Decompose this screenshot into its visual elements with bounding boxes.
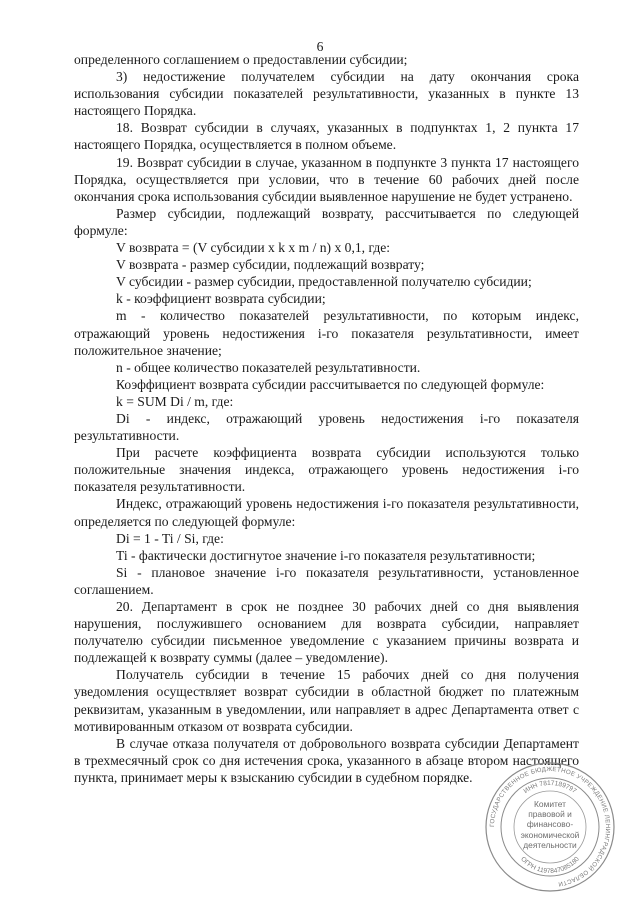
stamp-inn: ИНН 7817189797 [522,779,578,796]
paragraph: V возврата - размер субсидии, подлежащий возврату; [116,257,425,273]
stamp-line: экономической [520,829,580,840]
organization-stamp [484,761,616,893]
formula-line: Di = 1 - Ti / Si, где: [116,530,224,546]
page-number: 6 [316,39,324,54]
stamp-line: Комитет [534,799,566,809]
paragraph: Si - плановое значение i-го показателя результативности, установленное соглашением. [74,564,579,597]
paragraph: Получатель субсидии в течение 15 рабочих дней со дня получения уведомления осуществляет возврат субсидии в областной бюджет по платежным реквизитам, указанным в уведомлении, или направляет в адрес Департамента ответ с мотивированным отказом от возврата субсидии. [74,667,579,734]
paragraph: В случае отказа получателя от добровольного возврата субсидии Департамент в трехмесячный срок со дня истечения срока, указанного в абзаце втором настоящего пункта, принимает меры к взысканию субсидии в судебном порядке. [74,735,579,785]
stamp-line: финансово- [526,819,574,830]
paragraph: 19. Возврат субсидии в случае, указанном в подпункте 3 пункта 17 настоящего Порядка, осуществляется при условии, что в течение 60 рабочих дней после окончания срока использования субсидии выявленное нарушение не будет устранено. [74,154,579,204]
paragraph: Размер субсидии, подлежащий возврату, рассчитывается по следующей формуле: [74,205,579,238]
paragraph: При расчете коэффициента возврата субсидии используются только положительные значения индекса, отражающего уровень недостижения i-го показателя результативности. [74,445,579,495]
stamp-line: деятельности [523,839,577,850]
paragraph: 20. Департамент в срок не позднее 30 рабочих дней со дня выявления нарушения, послужившего основанием для возврата субсидии, направляет получателю субсидии письменное уведомление с указанием причины возврата и подлежащей к возврату суммы (далее – уведомление). [74,599,579,666]
paragraph: Индекс, отражающий уровень недостижения i-го показателя результативности, определяется по следующей формуле: [74,496,579,529]
paragraph: Ti - фактически достигнутое значение i-го показателя результативности; [116,547,536,563]
paragraph: k - коэффициент возврата субсидии; [116,291,326,307]
stamp-line: правовой и [528,809,572,820]
stamp-center-text [512,799,588,850]
formula-line: V возврата = (V субсидии x k x m / n) x 0,1, где: [116,240,391,256]
body-text [74,51,579,786]
paragraph: определенного соглашением о предоставлении субсидии; [74,52,408,67]
paragraph: Di - индекс, отражающий уровень недостижения i-го показателя результативности. [74,410,579,444]
paragraph: 3) недостижение получателем субсидии на дату окончания срока использования субсидии показателей результативности, указанных в пункте 13 настоящего Порядка. [74,69,579,119]
paragraph: 18. Возврат субсидии в случаях, указанных в подпунктах 1, 2 пункта 17 настоящего Порядка, осуществляется в полном объеме. [74,120,579,153]
paragraph: n - общее количество показателей результативности. [116,359,421,375]
paragraph: V субсидии - размер субсидии, предоставленной получателю субсидии; [116,274,532,290]
stamp-ogrn: ОГРН 1197847085180 [519,855,581,876]
stamp-ring-text: ГОСУДАРСТВЕННОЕ БЮДЖЕТНОЕ УЧРЕЖДЕНИЕ ЛЕНИНГРАДСКОЙ ОБЛАСТИ [488,765,612,888]
paragraph: m - количество показателей результативности, по которым индекс, отражающий уровень недостижения i-го показателя результативности, имеет положительное значение; [74,308,579,358]
formula-line: k = SUM Di / m, где: [116,393,234,409]
paragraph: Коэффициент возврата субсидии рассчитывается по следующей формуле: [116,376,545,392]
svg-text:ОГРН 1197847085180 [519,856,581,875]
